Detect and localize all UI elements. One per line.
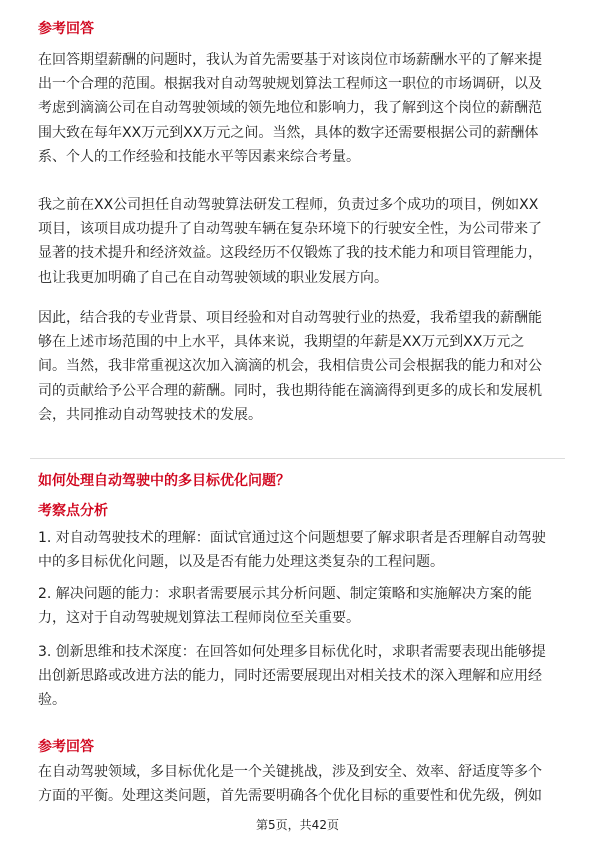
text-line: 够在上述市场范围的中上水平，具体来说，我期望的年薪是XX万元到XX万元之 <box>38 334 525 351</box>
text-line: 考虑到滴滴公司在自动驾驶领域的领先地位和影响力，我了解到这个岗位的薪酬范 <box>38 100 542 117</box>
text-line: 出创新思路或改进方法的能力，同时还需要展现出对相关技术的深入理解和应用经 <box>38 668 542 685</box>
analysis-point <box>38 526 560 574</box>
text-line: 因此，结合我的专业背景、项目经验和对自动驾驶行业的热爱，我希望我的薪酬能 <box>38 310 542 326</box>
reference-answer-heading: 参考回答 <box>38 21 94 37</box>
text-line: 显著的技术提升和经济效益。这段经历不仅锻炼了我的技术能力和项目管理能力， <box>38 245 542 262</box>
reference-answer-heading: 参考回答 <box>38 739 94 755</box>
answer-paragraph <box>38 48 560 169</box>
answer-paragraph <box>38 306 560 427</box>
text-line: 在自动驾驶领域，多目标优化是一个关键挑战，涉及到安全、效率、舒适度等多个 <box>38 764 542 780</box>
text-line: 1. 对自动驾驶技术的理解：面试官通过这个问题想要了解求职者是否理解自动驾驶 <box>38 530 546 546</box>
question-heading: 如何处理自动驾驶中的多目标优化问题？ <box>38 473 290 489</box>
text-line: 也让我更加明确了自己在自动驾驶领域的职业发展方向。 <box>38 269 388 286</box>
section-divider <box>30 458 565 459</box>
text-line: 我之前在XX公司担任自动驾驶算法研发工程师，负责过多个成功的项目，例如XX <box>38 197 539 213</box>
text-line: 2. 解决问题的能力：求职者需要展示其分析问题、制定策略和实施解决方案的能 <box>38 586 532 602</box>
text-line: 3. 创新思维和技术深度：在回答如何处理多目标优化时，求职者需要表现出能够提 <box>38 644 546 660</box>
text-line: 方面的平衡。处理这类问题，首先需要明确各个优化目标的重要性和优先级，例如 <box>38 788 542 805</box>
analysis-point <box>38 582 560 630</box>
text-line: 验。 <box>38 692 66 709</box>
text-line: 在回答期望薪酬的问题时，我认为首先需要基于对该岗位市场薪酬水平的了解来提 <box>38 52 542 68</box>
answer-paragraph <box>38 760 560 808</box>
answer-paragraph <box>38 193 560 290</box>
analysis-point <box>38 640 560 713</box>
page-number-footer: 第5页，共42页 <box>256 818 339 832</box>
text-line: 力，这对于自动驾驶规划算法工程师岗位至关重要。 <box>38 610 360 627</box>
text-line: 围大致在每年XX万元到XX万元之间。当然，具体的数字还需要根据公司的薪酬体 <box>38 124 539 141</box>
analysis-heading: 考察点分析 <box>38 503 108 519</box>
text-line: 出一个合理的范围。根据我对自动驾驶规划算法工程师这一职位的市场调研，以及 <box>38 76 542 93</box>
text-line: 司的贡献给予公平合理的薪酬。同时，我也期待能在滴滴得到更多的成长和发展机 <box>38 382 542 399</box>
text-line: 间。当然，我非常重视这次加入滴滴的机会，我相信贵公司会根据我的能力和对公 <box>38 358 542 375</box>
text-line: 中的多目标优化问题，以及是否有能力处理这类复杂的工程问题。 <box>38 554 444 571</box>
text-line: 会，共同推动自动驾驶技术的发展。 <box>38 406 262 423</box>
text-line: 项目，该项目成功提升了自动驾驶车辆在复杂环境下的行驶安全性，为公司带来了 <box>38 221 542 238</box>
text-line: 系、个人的工作经验和技能水平等因素来综合考量。 <box>38 148 360 165</box>
